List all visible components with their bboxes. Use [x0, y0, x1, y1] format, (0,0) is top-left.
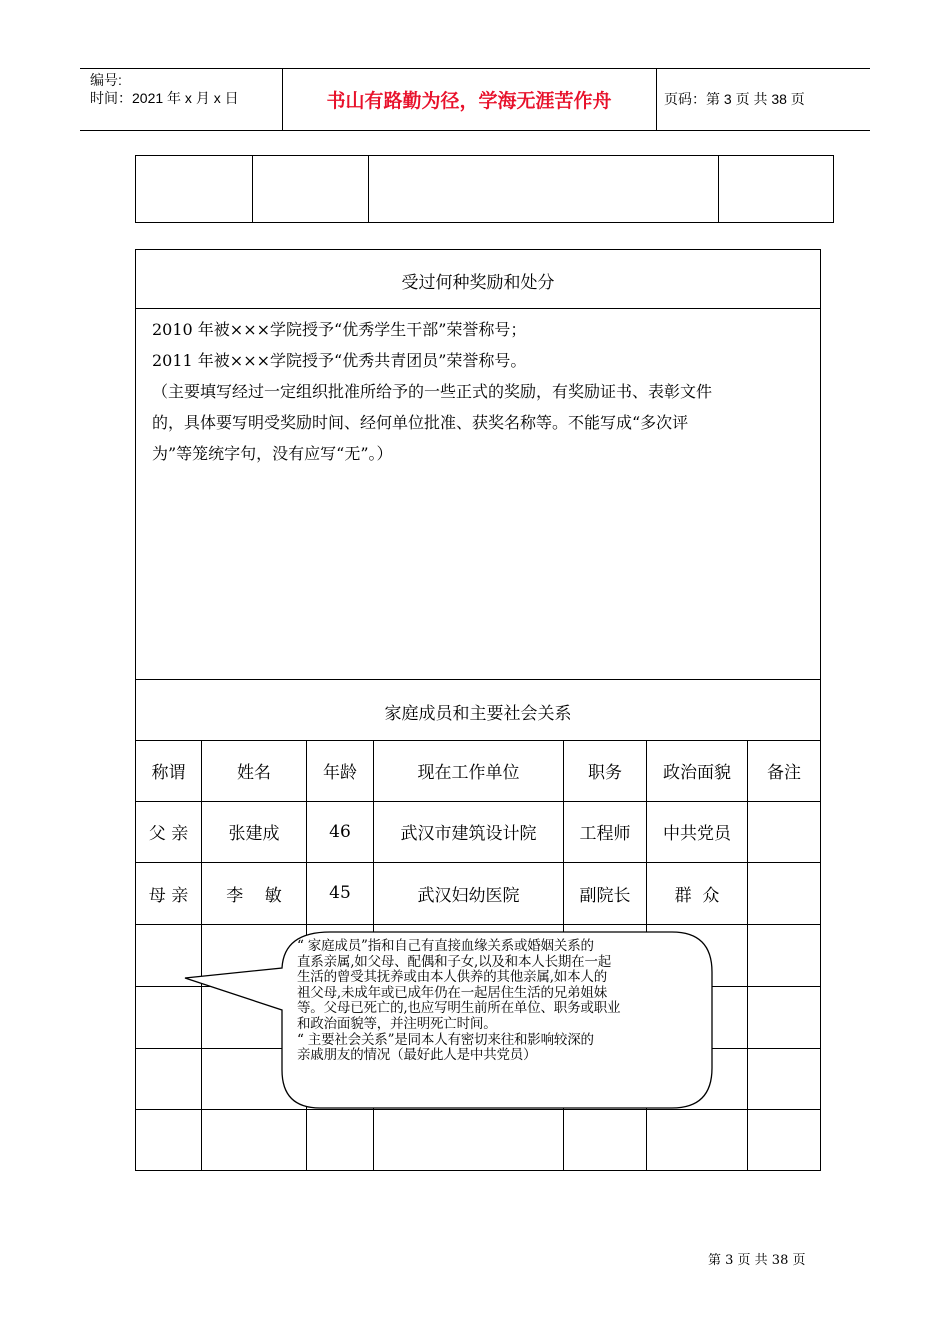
column-header: 备注: [767, 763, 801, 783]
table-cell: 46: [329, 821, 351, 842]
table-cell: 张建成: [228, 824, 280, 844]
column-header: 政治面貌: [663, 763, 731, 783]
table-cell: 中共党员: [663, 824, 731, 844]
column-header: 称谓: [151, 763, 186, 783]
table-cell: 群 众: [674, 885, 720, 906]
table-cell: 副院长: [579, 885, 631, 906]
table-cell: 45: [329, 883, 351, 903]
table-cell: 武汉市建筑设计院: [400, 824, 537, 844]
callout-line: 等。父母已死亡的,也应写明生前所在单位、职务或职业: [297, 1000, 621, 1017]
table-cell: 工程师: [579, 824, 631, 844]
table-cell: 武汉妇幼医院: [417, 885, 520, 906]
awards-line: 2010 年被×××学院授予“优秀学生干部”荣誉称号；: [152, 320, 527, 339]
table-cell: 李 敏: [226, 885, 282, 906]
table-cell: 父 亲: [148, 824, 189, 844]
callout-line: 和政治面貌等，并注明死亡时间。: [297, 1015, 497, 1032]
callout-text: [297, 939, 707, 1064]
header-motto: 书山有路勤为径，学海无涯苦作舟: [326, 90, 612, 112]
callout-line: 直系亲属,如父母、配偶和子女,以及和本人长期在一起: [297, 953, 612, 970]
column-header: 年龄: [323, 763, 357, 783]
awards-section-title: 受过何种奖励和处分: [401, 273, 555, 293]
column-header: 姓名: [237, 763, 271, 783]
family-section-title: 家庭成员和主要社会关系: [384, 704, 572, 724]
callout-line: “ 主要社会关系”是同本人有密切来往和影响较深的: [297, 1031, 594, 1048]
callout-line: 祖父母,未成年或已成年仍在一起居住生活的兄弟姐妹: [297, 984, 607, 1001]
page-footer: 第 3 页 共 38 页: [708, 1253, 806, 1268]
awards-line: 的，具体要写明受奖励时间、经何单位批准、获奖名称等。不能写成“多次评: [152, 413, 689, 432]
column-header: 职务: [588, 763, 622, 783]
awards-line: （主要填写经过一定组织批准所给予的一些正式的奖励，有奖励证书、表彰文件: [152, 382, 713, 401]
callout-line: “ 家庭成员”指和自己有直接血缘关系或婚姻关系的: [297, 938, 594, 954]
time-label: 时间：2021 年 x 月 x 日: [90, 90, 239, 106]
awards-line: 2011 年被×××学院授予“优秀共青团员”荣誉称号。: [152, 351, 527, 370]
table-cell: 母 亲: [148, 885, 189, 906]
column-header: 现在工作单位: [417, 763, 520, 783]
number-label: 编号:: [90, 72, 122, 88]
awards-line: 为”等笼统字句，没有应写“无”。）: [152, 444, 393, 463]
callout-line: 生活的曾受其抚养或由本人供养的其他亲属,如本人的: [297, 969, 607, 986]
header-page-label: 页码：第 3 页 共 38 页: [664, 91, 805, 107]
callout-line: 亲戚朋友的情况（最好此人是中共党员）: [297, 1047, 537, 1064]
